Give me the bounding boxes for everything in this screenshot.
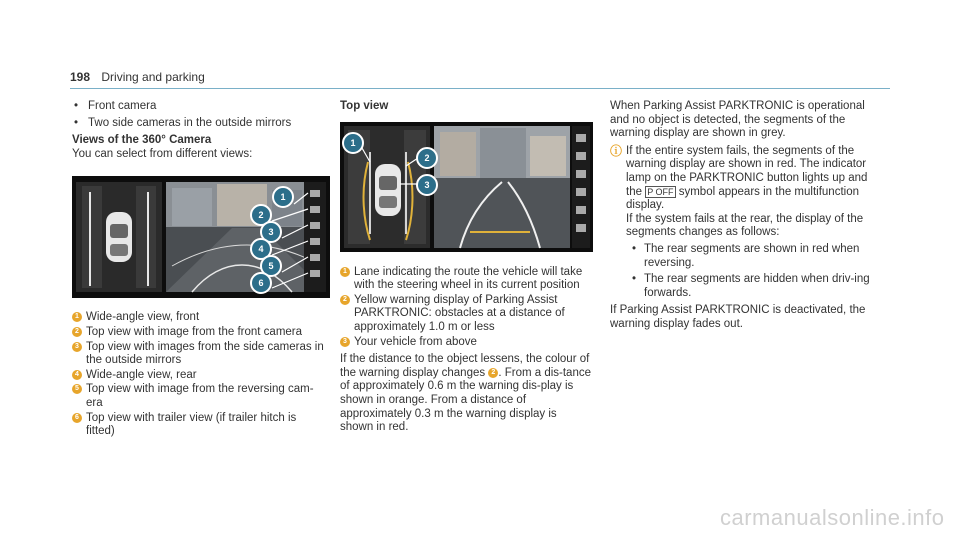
distance-paragraph: If the distance to the object lessens, the colour of the warning display changes 2 . From a dis-tance of approximately 0.6 m the warning dis-play is shown in orange. From a distance of approximately 0.3 m the warning display is shown in red. — [340, 353, 591, 434]
item-number: 1 — [72, 312, 82, 322]
sub-bullet-item: • The rear segments are hidden when driv-ing forwards. — [630, 273, 880, 300]
header-rule — [70, 88, 890, 89]
page-number: 198 — [70, 70, 91, 84]
item-number: 1 — [340, 267, 350, 277]
list-item: 2 Top view with image from the front camera — [72, 326, 327, 340]
top-view-image — [340, 122, 593, 252]
list-item: 1 Lane indicating the route the vehicle will take with the steering wheel in its current position — [340, 266, 592, 293]
item-number: 2 — [340, 295, 350, 305]
column-1 — [72, 100, 327, 440]
list-item: 3 Top view with images from the side cameras in the outside mirrors — [72, 341, 327, 368]
list-item: 4 Wide-angle view, rear — [72, 369, 327, 383]
rear-failure-text: If the system fails at the rear, the display of the segments changes as follows: — [626, 212, 864, 239]
deactivated-paragraph: If Parking Assist PARKTRONIC is deactivated, the warning display fades out. — [610, 304, 866, 330]
item-number: 5 — [72, 384, 82, 394]
figure-callout-3: 3 — [260, 221, 282, 243]
item-number: 6 — [72, 413, 82, 423]
figure-callout-2: 2 — [250, 204, 272, 226]
info-note: ⓘ If the entire system fails, the segments of the warning display are shown in red. The indicator lamp on the PARKTRONIC button lights up and the P OFF symbol appears in the multifunction display. If the system fails at the rear, the display of the segments changes as follows: • The rear segments are shown in red when reversing. • The rear segments are hidden when driv-ing forwards. — [610, 145, 880, 301]
top-view-heading: Top view — [340, 100, 389, 112]
item-number-ref: 2 — [488, 368, 498, 378]
top-view-figure — [340, 122, 593, 252]
list-item: 3 Your vehicle from above — [340, 336, 592, 350]
bullet-item: • Two side cameras in the outside mirrors — [72, 117, 327, 131]
section-title: Driving and parking — [101, 70, 205, 84]
figure-callout-6: 6 — [250, 272, 272, 294]
item-number: 3 — [72, 342, 82, 352]
views-heading: Views of the 360° Camera — [72, 134, 212, 147]
info-icon: ⓘ — [610, 143, 623, 158]
figure-callout-2: 2 — [416, 147, 438, 169]
camera-views-figure — [72, 176, 330, 298]
item-number: 2 — [72, 327, 82, 337]
list-item: 6 Top view with trailer view (if trailer hitch is fitted) — [72, 412, 327, 439]
parktronic-off-icon: P OFF — [647, 186, 674, 197]
figure-callout-1: 1 — [272, 186, 294, 208]
item-number: 3 — [340, 337, 350, 347]
list-item: 2 Yellow warning display of Parking Assist PARKTRONIC: obstacles at a distance of approximately 1.0 m or less — [340, 294, 592, 335]
column-2 — [340, 100, 592, 435]
operational-paragraph: When Parking Assist PARKTRONIC is operational and no object is detected, the segments of the warning display are shown in grey. — [610, 100, 865, 140]
watermark: carmanualsonline.info — [720, 505, 945, 530]
figure-callout-5: 5 — [260, 255, 282, 277]
figure-callout-4: 4 — [250, 238, 272, 260]
views-intro: You can select from different views: — [72, 147, 253, 160]
figure-callout-1: 1 — [342, 132, 364, 154]
page-header — [70, 70, 205, 84]
list-item: 5 Top view with image from the reversing cam-era — [72, 383, 327, 410]
sub-bullet-item: • The rear segments are shown in red when reversing. — [630, 243, 880, 270]
bullet-item: • Front camera — [72, 100, 327, 114]
list-item: 1 Wide-angle view, front — [72, 311, 327, 325]
figure-callout-3: 3 — [416, 174, 438, 196]
column-3 — [610, 100, 880, 332]
item-number: 4 — [72, 370, 82, 380]
